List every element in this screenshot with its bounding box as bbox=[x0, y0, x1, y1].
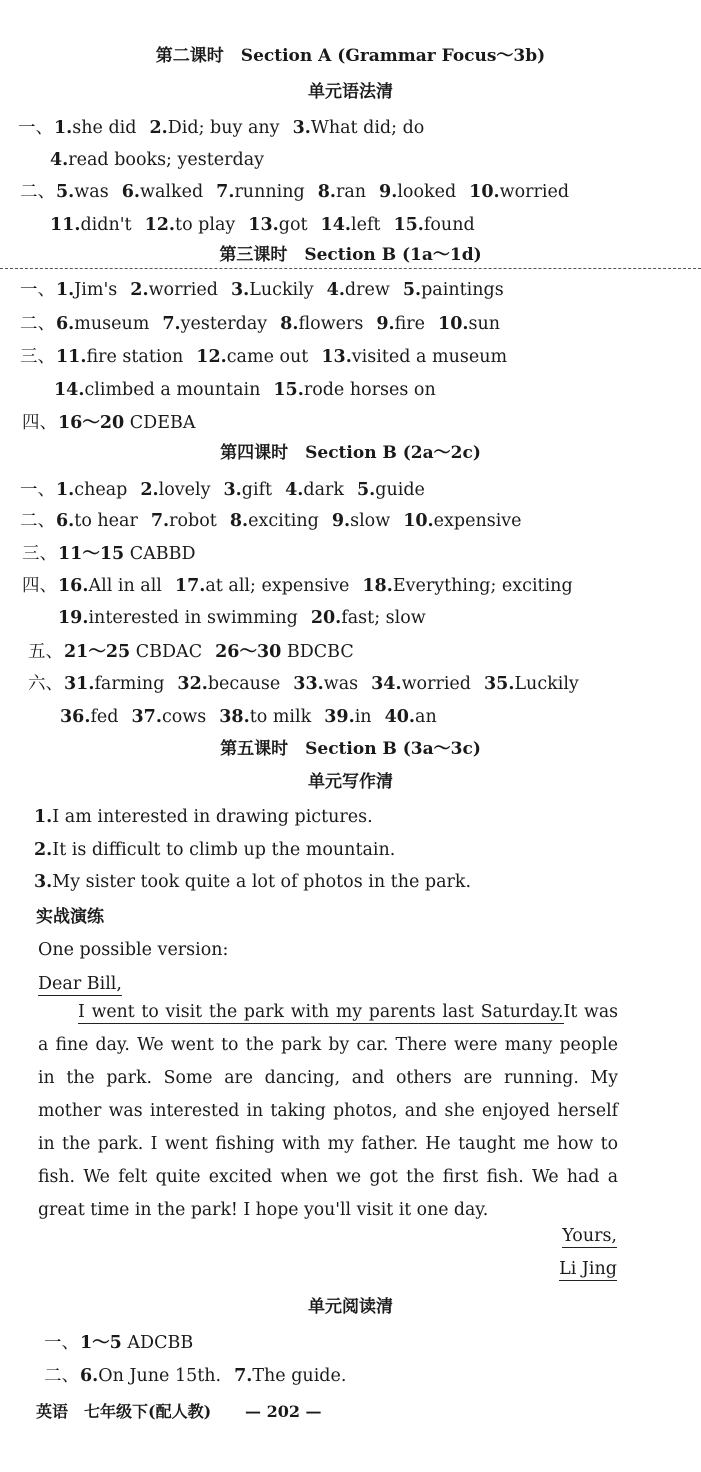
answer-text: to hear bbox=[74, 511, 138, 531]
answer-text: drew bbox=[344, 280, 390, 300]
question-group-prefix: 四、 bbox=[22, 413, 57, 433]
answer-line bbox=[22, 574, 586, 598]
answer-item bbox=[311, 608, 426, 628]
question-group-prefix: 二、 bbox=[20, 182, 55, 202]
answer-line bbox=[22, 411, 208, 435]
answer-text: walked bbox=[139, 182, 204, 202]
answer-number: 8. bbox=[229, 511, 249, 531]
answer-item bbox=[438, 314, 500, 334]
answer-number: 5. bbox=[56, 182, 75, 202]
answer-line bbox=[28, 672, 592, 696]
answer-number: 11～15 bbox=[58, 544, 125, 564]
answer-number: 2. bbox=[130, 280, 149, 300]
answer-number: 14. bbox=[320, 215, 351, 235]
answer-item bbox=[216, 182, 305, 202]
answer-item bbox=[80, 1366, 221, 1386]
answer-item bbox=[215, 642, 354, 662]
answer-line bbox=[20, 180, 582, 204]
answer-item bbox=[56, 280, 117, 300]
answer-text: was bbox=[323, 674, 359, 694]
answer-item bbox=[393, 215, 474, 235]
answer-number: 4. bbox=[326, 280, 345, 300]
answer-item bbox=[234, 1366, 346, 1386]
answer-number: 10. bbox=[403, 511, 434, 531]
answer-number: 35. bbox=[483, 674, 515, 694]
answer-number: 14. bbox=[54, 380, 85, 400]
answer-text: cheap bbox=[74, 480, 128, 500]
answer-item bbox=[64, 674, 164, 694]
answer-text: visited a museum bbox=[351, 347, 508, 367]
answer-text: ADCBB bbox=[121, 1333, 194, 1353]
answer-text: CDEBA bbox=[124, 413, 196, 433]
answer-number: 37. bbox=[131, 707, 162, 727]
answer-number: 9. bbox=[379, 182, 398, 202]
answer-item bbox=[64, 642, 202, 662]
answer-text: flowers bbox=[298, 314, 364, 334]
question-group-prefix: 三、 bbox=[20, 347, 55, 367]
answer-number: 2. bbox=[140, 480, 159, 500]
answer-number: 5. bbox=[356, 480, 376, 500]
question-group-prefix: 一、 bbox=[20, 280, 55, 300]
answer-line bbox=[58, 606, 439, 630]
answer-text: cows bbox=[161, 707, 207, 727]
answer-number: 39. bbox=[324, 707, 355, 727]
answer-line bbox=[18, 116, 437, 140]
answer-item bbox=[50, 150, 264, 170]
answer-line bbox=[20, 278, 517, 302]
answer-text: didn't bbox=[80, 215, 132, 235]
answer-line bbox=[60, 705, 450, 729]
answer-number: 9. bbox=[331, 511, 351, 531]
answer-number: 11. bbox=[50, 215, 81, 235]
question-group-prefix: 三、 bbox=[22, 544, 57, 564]
answer-item bbox=[56, 347, 183, 367]
answer-item bbox=[58, 544, 196, 564]
answer-text: interested in swimming bbox=[88, 608, 298, 628]
answer-item bbox=[376, 314, 425, 334]
question-group-prefix: 一、 bbox=[20, 480, 55, 500]
answer-line bbox=[20, 509, 535, 533]
answer-number: 4. bbox=[50, 150, 69, 170]
letter-greeting: Dear Bill, bbox=[38, 974, 122, 994]
answer-line bbox=[54, 378, 449, 402]
answer-item bbox=[231, 280, 314, 300]
answer-text: because bbox=[207, 674, 281, 694]
answer-text: All in all bbox=[88, 576, 162, 596]
answer-item bbox=[80, 1333, 193, 1353]
grammar-section-title: 单元语法清 bbox=[308, 82, 393, 102]
answer-text: ran bbox=[335, 182, 367, 202]
lesson2-title: 第二课时 Section A (Grammar Focus～3b) bbox=[155, 46, 546, 66]
answer-number: 1. bbox=[56, 280, 75, 300]
answer-line bbox=[20, 478, 438, 502]
answer-item bbox=[318, 182, 366, 202]
lesson3-title: 第三课时 Section B (1a～1d) bbox=[219, 245, 482, 265]
answer-text: running bbox=[234, 182, 305, 202]
question-group-prefix: 二、 bbox=[44, 1366, 79, 1386]
answer-number: 21～25 bbox=[64, 642, 131, 662]
reading-section-title: 单元阅读清 bbox=[308, 1297, 393, 1317]
answer-number: 10. bbox=[469, 182, 500, 202]
answer-number: 1. bbox=[54, 118, 73, 138]
answer-item bbox=[403, 280, 504, 300]
answer-number: 31. bbox=[64, 674, 95, 694]
answer-number: 6. bbox=[80, 1366, 99, 1386]
answer-text: fire bbox=[394, 314, 426, 334]
answer-number: 11. bbox=[56, 347, 87, 367]
answer-number: 40. bbox=[384, 707, 416, 727]
answer-text: BDCBC bbox=[281, 642, 354, 662]
answer-item bbox=[151, 511, 217, 531]
answer-item bbox=[357, 480, 425, 500]
answer-number: 15. bbox=[273, 380, 304, 400]
answer-item bbox=[469, 182, 569, 202]
answer-text: climbed a mountain bbox=[84, 380, 261, 400]
answer-number: 8. bbox=[280, 314, 299, 334]
answer-item bbox=[285, 480, 344, 500]
answer-item bbox=[177, 674, 280, 694]
question-group-prefix: 二、 bbox=[20, 314, 55, 334]
answer-item bbox=[293, 118, 425, 138]
answer-number: 7. bbox=[150, 511, 170, 531]
answer-number: 4. bbox=[285, 480, 304, 500]
answer-text: lovely bbox=[158, 480, 211, 500]
answer-text: paintings bbox=[421, 280, 504, 300]
answer-text: gift bbox=[241, 480, 273, 500]
answer-item bbox=[273, 380, 435, 400]
answer-line bbox=[50, 213, 488, 237]
answer-text: On June 15th. bbox=[98, 1366, 222, 1386]
answer-number: 3. bbox=[230, 280, 250, 300]
answer-text: dark bbox=[303, 480, 344, 500]
answer-item bbox=[122, 182, 203, 202]
answer-number: 3. bbox=[292, 118, 311, 138]
answer-item bbox=[56, 511, 138, 531]
answer-text: looked bbox=[397, 182, 457, 202]
answer-item bbox=[162, 314, 267, 334]
section-divider bbox=[0, 268, 701, 269]
answer-text: fast; slow bbox=[341, 608, 426, 628]
answer-item bbox=[56, 182, 109, 202]
answer-text: in bbox=[354, 707, 372, 727]
answer-item bbox=[58, 608, 298, 628]
answer-number: 9. bbox=[376, 314, 395, 334]
answer-text: found bbox=[423, 215, 475, 235]
page-number: — 202 — bbox=[245, 1402, 322, 1421]
letter-body-text: It was a fine day. We went to the park by car. There were many people in the park. Some are dancing, and others are running. My mother was interested in taking photos, and she enjoyed herself in the park. I went fishing with my father. He taught me how to fish. We felt quite excited when we got the first fish. We had a great time in the park! I hope you'll visit it one day. bbox=[38, 1002, 618, 1220]
answer-text: rode horses on bbox=[303, 380, 436, 400]
answer-line bbox=[20, 312, 513, 336]
answer-text: guide bbox=[375, 480, 425, 500]
answer-number: 19. bbox=[58, 608, 89, 628]
answer-item bbox=[196, 347, 308, 367]
answer-text: an bbox=[415, 707, 437, 727]
answer-item bbox=[219, 707, 311, 727]
answer-text: Jim's bbox=[74, 280, 118, 300]
answer-number: 3. bbox=[223, 480, 242, 500]
answer-number: 7. bbox=[216, 182, 235, 202]
answer-number: 1. bbox=[56, 480, 75, 500]
answer-text: fire station bbox=[86, 347, 184, 367]
answer-number: 15. bbox=[393, 215, 424, 235]
answer-text: worried bbox=[148, 280, 218, 300]
answer-item bbox=[321, 215, 381, 235]
answer-text: museum bbox=[74, 314, 150, 334]
answer-number: 18. bbox=[362, 576, 393, 596]
answer-item bbox=[321, 347, 507, 367]
question-group-prefix: 二、 bbox=[20, 511, 55, 531]
answer-text: The guide. bbox=[252, 1366, 347, 1386]
answer-number: 7. bbox=[162, 314, 181, 334]
answer-number: 12. bbox=[196, 347, 227, 367]
answer-number: 17. bbox=[174, 576, 206, 596]
answer-text: worried bbox=[499, 182, 570, 202]
answer-text: fed bbox=[90, 707, 119, 727]
answer-text: sun bbox=[468, 314, 500, 334]
letter-signature: Li Jing bbox=[559, 1259, 617, 1279]
answer-line bbox=[22, 542, 209, 566]
answer-item bbox=[280, 314, 363, 334]
answer-item bbox=[362, 576, 572, 596]
letter-closing: Yours, bbox=[562, 1226, 617, 1246]
lesson4-title: 第四课时 Section B (2a～2c) bbox=[220, 443, 481, 463]
answer-text: CABBD bbox=[124, 544, 196, 564]
answer-text: Everything; exciting bbox=[392, 576, 573, 596]
answer-number: 7. bbox=[234, 1366, 253, 1386]
answer-line bbox=[44, 1364, 359, 1388]
answer-item bbox=[224, 480, 273, 500]
answer-text: to milk bbox=[249, 707, 312, 727]
answer-number: 13. bbox=[248, 215, 279, 235]
letter-first-sentence: I went to visit the park with my parents last Saturday. bbox=[78, 1002, 564, 1022]
practice-title: 实战演练 bbox=[36, 907, 104, 927]
answer-text: read books; yesterday bbox=[68, 150, 265, 170]
answer-item bbox=[324, 707, 371, 727]
answer-text: left bbox=[350, 215, 381, 235]
answer-line bbox=[20, 345, 520, 369]
answer-number: 8. bbox=[317, 182, 336, 202]
answer-text: to play bbox=[175, 215, 236, 235]
writing-sentence: 1.I am interested in drawing pictures. bbox=[34, 807, 373, 827]
answer-text: CBDAC bbox=[130, 642, 203, 662]
answer-text: exciting bbox=[248, 511, 319, 531]
answer-number: 32. bbox=[177, 674, 208, 694]
answer-number: 5. bbox=[402, 280, 422, 300]
answer-item bbox=[140, 480, 210, 500]
answer-line bbox=[50, 148, 277, 172]
writing-sentence: 3.My sister took quite a lot of photos in the park. bbox=[34, 872, 472, 892]
answer-text: yesterday bbox=[180, 314, 268, 334]
answer-item bbox=[56, 314, 149, 334]
answer-item bbox=[58, 413, 195, 433]
answer-item bbox=[371, 674, 471, 694]
question-group-prefix: 一、 bbox=[44, 1333, 79, 1353]
answer-item bbox=[130, 280, 218, 300]
answer-number: 16. bbox=[58, 576, 89, 596]
answer-text: Did; buy any bbox=[167, 118, 280, 138]
answer-item bbox=[332, 511, 390, 531]
letter-body bbox=[38, 996, 618, 1227]
answer-number: 13. bbox=[321, 347, 352, 367]
answer-number: 1～5 bbox=[80, 1333, 122, 1353]
answer-line bbox=[28, 640, 367, 664]
answer-item bbox=[54, 118, 136, 138]
question-group-prefix: 四、 bbox=[22, 576, 57, 596]
question-group-prefix: 五、 bbox=[28, 642, 63, 662]
question-group-prefix: 六、 bbox=[28, 674, 63, 694]
answer-item bbox=[50, 215, 132, 235]
answer-number: 36. bbox=[60, 707, 91, 727]
answer-text: What did; do bbox=[310, 118, 425, 138]
answer-number: 16～20 bbox=[58, 413, 125, 433]
answer-number: 10. bbox=[438, 314, 469, 334]
answer-item bbox=[379, 182, 456, 202]
answer-number: 6. bbox=[121, 182, 140, 202]
answer-number: 34. bbox=[371, 674, 402, 694]
answer-number: 33. bbox=[293, 674, 324, 694]
footer-subject: 英语 七年级下(配人教) bbox=[36, 1402, 212, 1421]
answer-number: 38. bbox=[219, 707, 250, 727]
answer-item bbox=[385, 707, 437, 727]
answer-item bbox=[145, 215, 236, 235]
writing-sentence: 2.It is difficult to climb up the mountain. bbox=[34, 840, 396, 860]
answer-text: robot bbox=[169, 511, 217, 531]
answer-item bbox=[230, 511, 319, 531]
answer-item bbox=[60, 707, 119, 727]
answer-text: farming bbox=[94, 674, 165, 694]
answer-text: got bbox=[278, 215, 308, 235]
answer-item bbox=[248, 215, 307, 235]
answer-text: came out bbox=[226, 347, 309, 367]
answer-number: 12. bbox=[144, 215, 176, 235]
lesson5-title: 第五课时 Section B (3a～3c) bbox=[220, 739, 481, 759]
writing-section-title: 单元写作清 bbox=[308, 772, 393, 792]
answer-number: 20. bbox=[310, 608, 342, 628]
answer-item bbox=[293, 674, 358, 694]
answer-item bbox=[54, 380, 260, 400]
answer-text: she did bbox=[72, 118, 137, 138]
answer-text: Luckily bbox=[514, 674, 579, 694]
answer-item bbox=[484, 674, 579, 694]
answer-item bbox=[58, 576, 162, 596]
answer-text: Luckily bbox=[249, 280, 314, 300]
answer-number: 26～30 bbox=[215, 642, 282, 662]
answer-item bbox=[149, 118, 279, 138]
answer-text: expensive bbox=[433, 511, 522, 531]
answer-text: at all; expensive bbox=[205, 576, 350, 596]
answer-text: was bbox=[74, 182, 109, 202]
answer-number: 6. bbox=[56, 314, 75, 334]
answer-line bbox=[44, 1331, 206, 1355]
version-label: One possible version: bbox=[38, 940, 229, 960]
answer-number: 2. bbox=[149, 118, 168, 138]
answer-text: slow bbox=[350, 511, 391, 531]
answer-item bbox=[403, 511, 521, 531]
question-group-prefix: 一、 bbox=[18, 118, 53, 138]
answer-item bbox=[175, 576, 349, 596]
answer-item bbox=[56, 480, 127, 500]
answer-item bbox=[327, 280, 390, 300]
answer-item bbox=[132, 707, 207, 727]
answer-number: 6. bbox=[56, 511, 75, 531]
answer-text: worried bbox=[401, 674, 471, 694]
